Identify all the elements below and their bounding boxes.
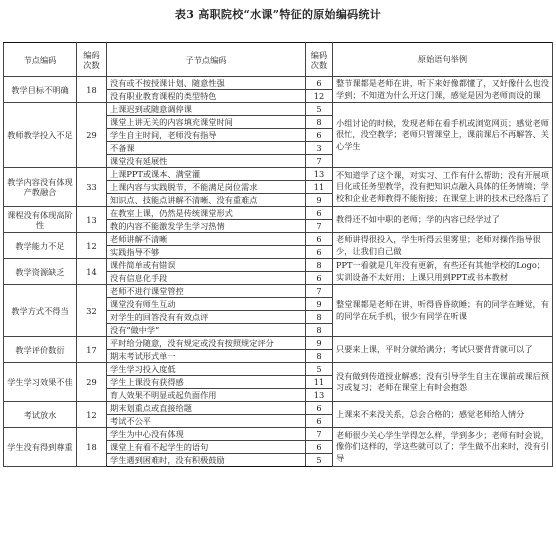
node-count-cell: 18 [77,77,107,103]
sub-node-cell: 期末划重点或直接给题 [107,402,306,415]
sub-node-cell: 对学生的回答没有有效点评 [107,311,306,324]
coding-statistics-table [3,42,553,467]
sub-count-cell: 5 [306,454,333,467]
sub-count-cell: 11 [306,376,333,389]
sub-count-cell: 6 [306,402,333,415]
sub-node-cell: 期末考试形式单一 [107,350,306,363]
sub-count-cell: 12 [306,90,333,103]
table-row [4,428,553,441]
node-count-cell: 32 [77,285,107,337]
sub-node-cell: 不备课 [107,142,306,155]
table-row [4,103,553,116]
sub-count-cell: 3 [306,142,333,155]
node-count-cell: 29 [77,363,107,402]
sub-node-cell: 知识点、技能点讲解不清晰、没有重难点 [107,194,306,207]
sub-node-cell: 没有职业教育课程的类型特色 [107,90,306,103]
node-count-cell: 12 [77,233,107,259]
sub-node-cell: 学生上课没有获得感 [107,376,306,389]
header-example: 原始语句举例 [333,43,553,77]
sub-node-cell: 课堂没有延展性 [107,155,306,168]
header-sub-node: 子节点编码 [107,43,306,77]
example-cell: 老师很少关心学生学得怎么样，学到多少；老师有时会说，像你们这样的，学这些就可以了；学生做不出来时，没有引导 [333,428,553,467]
node-count-cell: 33 [77,168,107,207]
example-cell: 上课来不来没关系，总会合格的；感觉老师给人情分 [333,402,553,428]
node-count-cell: 14 [77,259,107,285]
sub-count-cell: 7 [306,428,333,441]
sub-node-cell: 老师讲解不清晰 [107,233,306,246]
sub-node-cell: 课堂上讲无关的内容填充课堂时间 [107,116,306,129]
example-cell: 只要来上课，平时分就给满分；考试只要背背就可以了 [333,337,553,363]
sub-node-cell: 教的内容不能激发学生学习热情 [107,220,306,233]
sub-count-cell: 6 [306,129,333,142]
sub-count-cell: 7 [306,155,333,168]
sub-node-cell: 课件简单或有错误 [107,259,306,272]
sub-count-cell: 8 [306,259,333,272]
node-count-cell: 18 [77,428,107,467]
sub-node-cell: 没有“做中学” [107,324,306,337]
sub-node-cell: 老师不进行课堂管控 [107,285,306,298]
table-row [4,285,553,298]
table-row [4,402,553,415]
table-row [4,233,553,246]
sub-count-cell: 6 [306,246,333,259]
sub-count-cell: 6 [306,207,333,220]
example-cell: 没有做到传道授业解惑；没有引导学生自主在课前或课后预习或复习；老师在课堂上有时会抱怨 [333,363,553,402]
node-code-cell: 教学资源缺乏 [4,259,77,285]
sub-node-cell: 没有或不按授课计划、随意性强 [107,77,306,90]
sub-node-cell: 在教室上课，仍然是传统课堂形式 [107,207,306,220]
header-sub-count: 编码次数 [306,43,333,77]
example-cell: 整堂课都是老师在讲，听得昏昏欲睡；有的同学在睡觉，有的同学在玩手机，很少有同学在听课 [333,285,553,337]
sub-node-cell: 实践指导不够 [107,246,306,259]
example-cell: PPT一看就是几年没有更新，有些还有其他学校的Logo；实训设备不太好用；上课只用到PPT或书本教材 [333,259,553,285]
sub-count-cell: 11 [306,181,333,194]
sub-count-cell: 6 [306,415,333,428]
table-row [4,259,553,272]
sub-count-cell: 9 [306,337,333,350]
sub-node-cell: 学生自主时间，老师没有指导 [107,129,306,142]
node-code-cell: 教学评价数衍 [4,337,77,363]
node-count-cell: 29 [77,103,107,168]
sub-count-cell: 6 [306,77,333,90]
sub-node-cell: 上课PPT或课本、满堂灌 [107,168,306,181]
table-caption: 表3 高职院校“水课”特征的原始编码统计 [174,8,382,21]
sub-count-cell: 6 [306,441,333,454]
header-code-count: 编码次数 [77,43,107,77]
sub-node-cell: 课堂没有师生互动 [107,298,306,311]
sub-count-cell: 13 [306,389,333,402]
example-cell: 不知道学了这个课，对实习、工作有什么帮助；没有开展项目化或任务型教学，没有把知识点融入具体的任务情境；学校和企业老师教得不能衔接；在课堂上讲的技术已经落后了 [333,168,553,207]
sub-node-cell: 平时给分随意，没有规定或没有按照规定评分 [107,337,306,350]
table-row [4,207,553,220]
sub-count-cell: 9 [306,194,333,207]
node-code-cell: 学生学习效果不佳 [4,363,77,402]
node-count-cell: 13 [77,207,107,233]
example-cell: 小组讨论的时候，发现老师在看手机或浏览网页；感觉老师很忙，没空教学；老师只管课堂上，课前课后不再解答、关心学生 [333,103,553,168]
sub-node-cell: 学生为中心没有体现 [107,428,306,441]
sub-count-cell: 6 [306,272,333,285]
sub-count-cell: 8 [306,324,333,337]
sub-count-cell: 8 [306,311,333,324]
header-row [4,43,553,77]
sub-node-cell: 考试不公平 [107,415,306,428]
sub-count-cell: 8 [306,116,333,129]
node-code-cell: 课程没有体现高阶性 [4,207,77,233]
table-row [4,363,553,376]
table-row [4,168,553,181]
node-code-cell: 教学内容没有体现产教融合 [4,168,77,207]
example-cell: 老师讲得很投入，学生听得云里雾里；老师对操作指导很少，让我们自己做 [333,233,553,259]
sub-count-cell: 5 [306,363,333,376]
sub-count-cell: 7 [306,285,333,298]
node-code-cell: 教学能力不足 [4,233,77,259]
sub-node-cell: 没有信息化手段 [107,272,306,285]
sub-count-cell: 9 [306,298,333,311]
node-code-cell: 学生没有得到尊重 [4,428,77,467]
sub-node-cell: 课堂上有看不起学生的语句 [107,441,306,454]
sub-count-cell: 13 [306,168,333,181]
sub-node-cell: 上课内容与实践脱节，不能满足岗位需求 [107,181,306,194]
sub-count-cell: 8 [306,350,333,363]
table-row [4,77,553,90]
sub-node-cell: 育人效果不明显或起负面作用 [107,389,306,402]
node-code-cell: 考试放水 [4,402,77,428]
example-cell: 整节课都是老师在讲，听下来好像都懂了，又好像什么也没学到；不知道为什么开这门课，感觉是因为老师而设的课 [333,77,553,103]
node-count-cell: 12 [77,402,107,428]
node-count-cell: 17 [77,337,107,363]
sub-count-cell: 6 [306,233,333,246]
sub-node-cell: 学生学习投入度低 [107,363,306,376]
sub-node-cell: 上课迟到或随意调停课 [107,103,306,116]
sub-count-cell: 7 [306,220,333,233]
example-cell: 教得还不如中职的老师；学的内容已经学过了 [333,207,553,233]
node-code-cell: 教学目标不明确 [4,77,77,103]
node-code-cell: 教学方式不得当 [4,285,77,337]
node-code-cell: 教师教学投入不足 [4,103,77,168]
sub-count-cell: 5 [306,103,333,116]
header-node: 节点编码 [4,43,77,77]
sub-node-cell: 学生遇到困难时，没有积极鼓励 [107,454,306,467]
table-row [4,337,553,350]
